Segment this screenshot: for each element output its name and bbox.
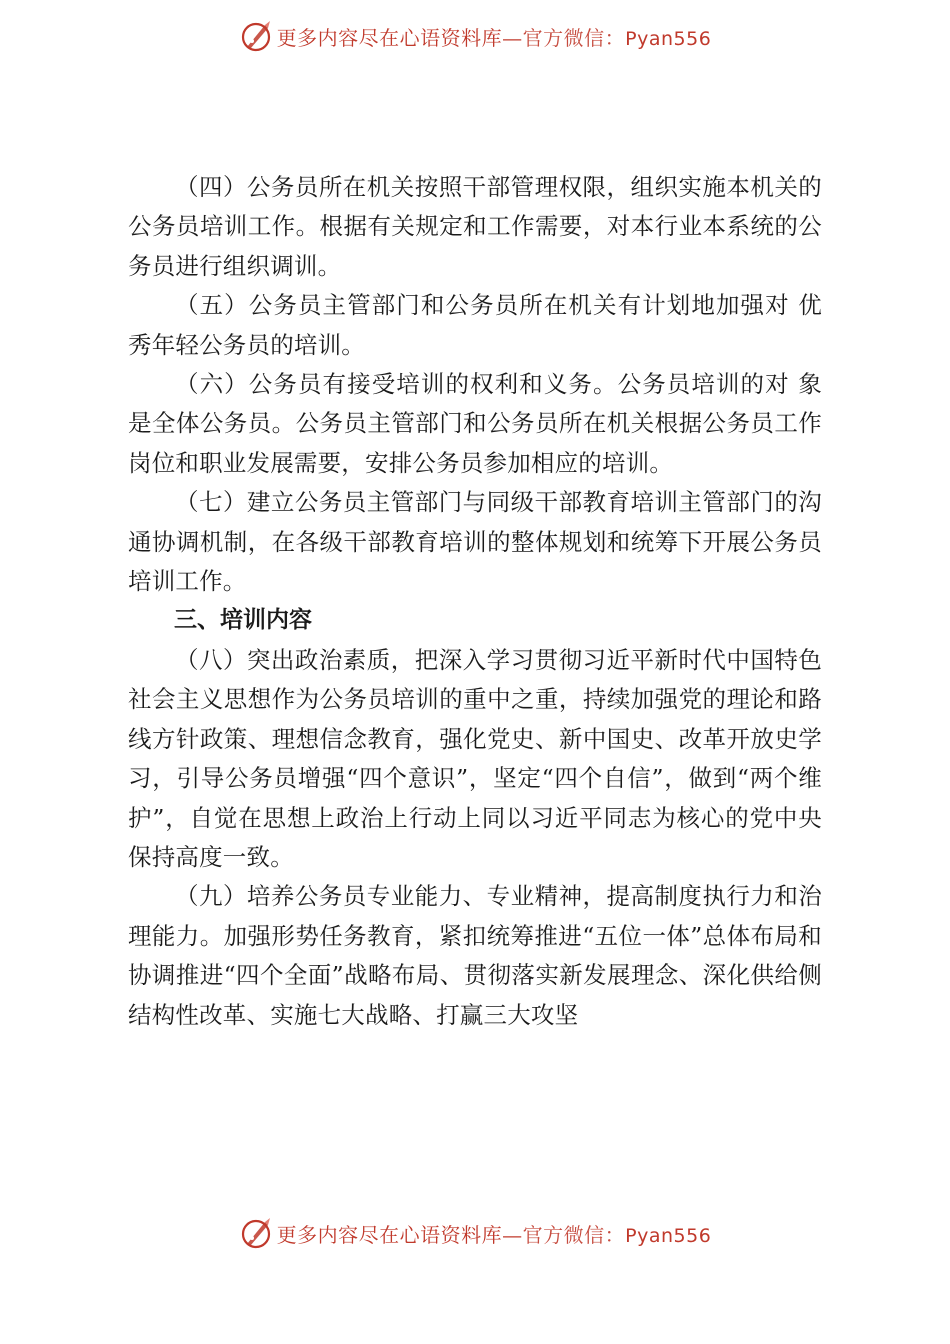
banner-main-text: 更多内容尽在心语资料库 bbox=[276, 1222, 503, 1247]
banner-separator: — bbox=[502, 25, 523, 50]
banner-wechat-label: 官方微信： bbox=[522, 1222, 626, 1247]
banner-separator: — bbox=[502, 1222, 523, 1247]
quill-logo-icon bbox=[239, 19, 273, 53]
banner-wechat-id: Pyan556 bbox=[625, 1224, 712, 1247]
banner-text bbox=[277, 22, 712, 51]
paragraph-5: （五）公务员主管部门和公务员所在机关有计划地加强对 优秀年轻公务员的培训。 bbox=[128, 291, 822, 359]
header-watermark-banner bbox=[0, 16, 950, 56]
banner-wechat-label: 官方微信： bbox=[522, 25, 626, 50]
banner-main-text: 更多内容尽在心语资料库 bbox=[276, 25, 503, 50]
footer-watermark-banner bbox=[0, 1213, 950, 1253]
banner-text bbox=[277, 1219, 712, 1248]
banner-wechat-id: Pyan556 bbox=[625, 27, 712, 50]
paragraph-6: （六）公务员有接受培训的权利和义务。公务员培训的对 象是全体公务员。公务员主管部门和公务员所在机关根据公务员工作岗位和职业发展需要，安排公务员参加相应的培训。 bbox=[128, 370, 822, 477]
paragraph-9: （九）培养公务员专业能力、专业精神，提高制度执行力和治理能力。加强形势任务教育，紧扣统筹推进“五位一体”总体布局和协调推进“四个全面”战略布局、贯彻落实新发展理念、深化供给侧结构性改革、实施七大战略、打赢三大攻坚 bbox=[128, 882, 822, 1029]
paragraph-4: （四）公务员所在机关按照干部管理权限，组织实施本机关的公务员培训工作。根据有关规定和工作需要，对本行业本系统的公务员进行组织调训。 bbox=[128, 173, 822, 280]
paragraph-7: （七）建立公务员主管部门与同级干部教育培训主管部门的沟通协调机制，在各级干部教育培训的整体规划和统筹下开展公务员培训工作。 bbox=[128, 488, 822, 596]
quill-logo-icon bbox=[239, 1216, 273, 1250]
paragraph-8: （八）突出政治素质，把深入学习贯彻习近平新时代中国特色社会主义思想作为公务员培训的重中之重，持续加强党的理论和路线方针政策、理想信念教育，强化党史、新中国史、改革开放史学习，引导公务员增强“四个意识”，坚定“四个自信”，做到“两个维护”，自觉在思想上政治上行动上同以习近平同志为核心的党中央保持高度一致。 bbox=[128, 645, 822, 871]
document-body bbox=[128, 168, 822, 1035]
section-heading-training-content: 三、培训内容 bbox=[174, 607, 312, 634]
